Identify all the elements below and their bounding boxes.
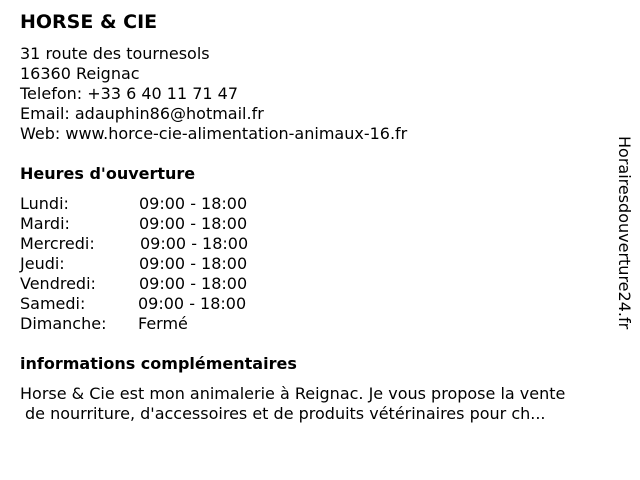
hours-row-monday [20, 194, 320, 214]
hours-row-friday [20, 274, 320, 294]
day-label: Mardi: [20, 214, 70, 233]
day-label: Lundi: [20, 194, 69, 213]
time-value: 09:00 - 18:00 [139, 274, 248, 293]
hours-row-saturday [20, 294, 320, 314]
hours-row-tuesday [20, 214, 320, 234]
email-address[interactable]: Email: adauphin86@hotmail.fr [20, 104, 264, 123]
hours-row-thursday [20, 254, 320, 274]
hours-row-sunday [20, 314, 320, 334]
day-label: Jeudi: [20, 254, 65, 273]
day-label: Vendredi: [20, 274, 96, 293]
day-label: Mercredi: [20, 234, 95, 253]
website-url[interactable]: Web: www.horce-cie-alimentation-animaux-16.fr [20, 124, 408, 143]
time-value: 09:00 - 18:00 [139, 194, 248, 213]
additional-info-heading: informations complémentaires [20, 354, 297, 373]
brand-watermark [614, 136, 634, 368]
day-label: Dimanche: [20, 314, 107, 333]
time-value: 09:00 - 18:00 [138, 294, 247, 313]
brand-text: Horairesdouverture24.fr [615, 136, 634, 330]
business-name: HORSE & CIE [20, 11, 158, 33]
address-street: 31 route des tournesols [20, 44, 210, 63]
time-value: 09:00 - 18:00 [140, 234, 249, 253]
phone-number[interactable]: Telefon: +33 6 40 11 71 47 [20, 84, 239, 103]
additional-info-text [20, 384, 610, 424]
day-label: Samedi: [20, 294, 86, 313]
info-line: de nourriture, d'accessoires et de produits vétérinaires pour ch... [25, 404, 546, 423]
time-value: Fermé [138, 314, 188, 333]
opening-hours-table [20, 194, 320, 334]
contact-block [20, 44, 407, 144]
hours-row-wednesday [20, 234, 320, 254]
address-city: 16360 Reignac [20, 64, 140, 83]
time-value: 09:00 - 18:00 [139, 254, 248, 273]
time-value: 09:00 - 18:00 [139, 214, 248, 233]
opening-hours-heading: Heures d'ouverture [20, 164, 196, 183]
info-line: Horse & Cie est mon animalerie à Reignac. Je vous propose la vente [20, 384, 566, 403]
